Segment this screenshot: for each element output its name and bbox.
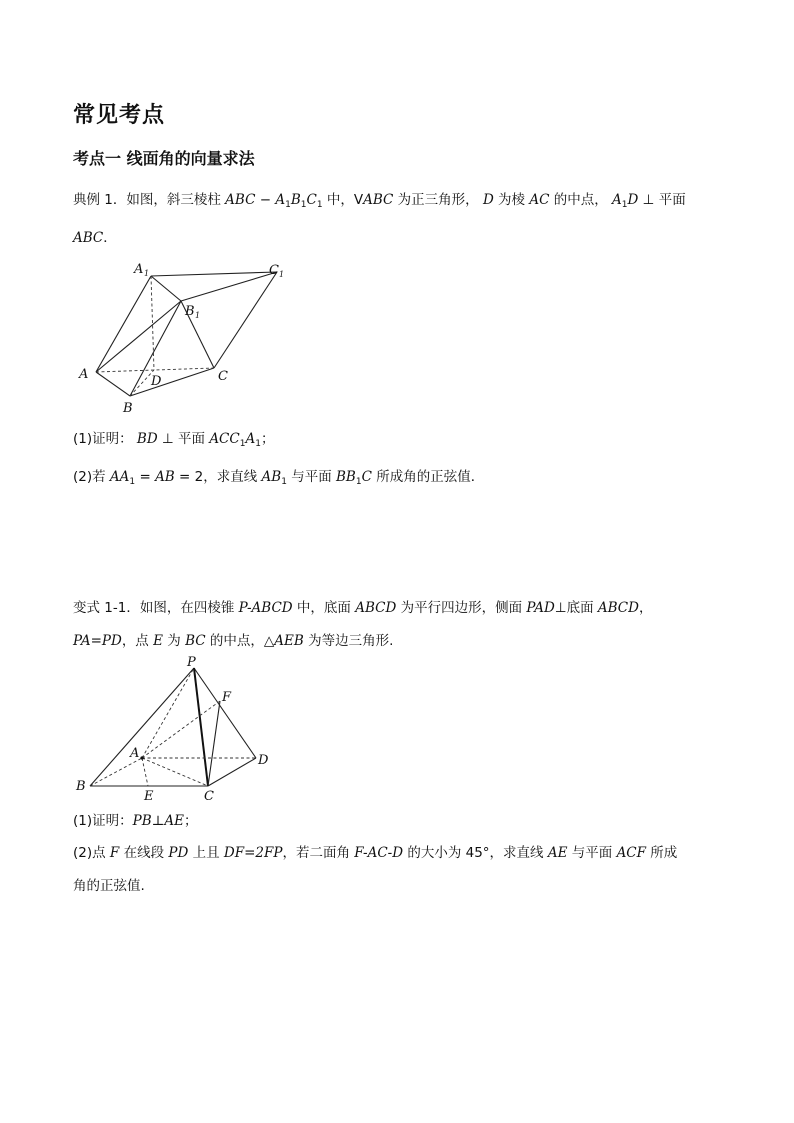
point-a (140, 756, 143, 759)
label-A: A (79, 367, 89, 382)
edge-ab (96, 372, 130, 396)
label-B: B (76, 779, 86, 794)
label-C1: C (269, 263, 279, 278)
edge-ae-hidden (142, 758, 148, 786)
section-title: 常见考点 (73, 103, 166, 128)
label-D: D (258, 753, 269, 768)
label-C: C (218, 369, 228, 384)
variant1-question2-line2: 角的正弦值. (73, 878, 145, 894)
pyramid-figure (70, 655, 280, 805)
edge-b1c1 (181, 272, 277, 301)
variant1-question2-line1: (2)点 F 在线段 PD 上且 DF=2FP，若二面角 F-AC-D 的大小为 45°，求直线 AE 与平面 ACF 所成 (73, 845, 678, 861)
prism-figure (70, 255, 300, 425)
label-P: P (187, 655, 196, 670)
edge-pb (90, 668, 194, 786)
label-F: F (222, 690, 232, 705)
example1-question1: (1)证明： BD ⊥ 平面 $ACC_1A_1$； (73, 431, 275, 449)
variant1-question1: (1)证明：PB⊥AE； (73, 813, 198, 829)
label-D: D (151, 374, 162, 389)
edge-ab1 (96, 301, 181, 372)
edge-ba-hidden (90, 758, 142, 786)
svg-text:1: 1 (279, 270, 285, 279)
topic-title: 考点一 线面角的向量求法 (73, 149, 255, 168)
variant1-statement-line2: PA=PD，点 E 为 BC 的中点，△AEB 为等边三角形. (73, 633, 394, 649)
example1-statement-line1: 典例 1．如图，斜三棱柱 ABC − $A_1B_1C_1$ 中，VABC 为正三角形， D 为棱 AC 的中点， $A_1D$ ⊥ 平面 (73, 192, 686, 210)
example1-question2: (2)若 $AA_1$ = AB = 2，求直线 $AB_1$ 与平面 $BB_1C$ 所成角的正弦值． (73, 469, 485, 487)
label-C: C (204, 789, 214, 804)
label-A: A (130, 746, 140, 761)
label-B: B (123, 401, 133, 416)
edge-a1b1 (151, 276, 181, 301)
edge-cc1 (214, 272, 277, 368)
edge-ac-hidden (142, 758, 208, 786)
edge-af-hidden (142, 701, 220, 758)
edge-a1c1 (151, 272, 277, 276)
label-E: E (144, 789, 154, 804)
svg-text:1: 1 (195, 311, 201, 320)
edge-pa-hidden (142, 668, 194, 758)
label-A1: A (134, 262, 144, 277)
variant1-statement-line1: 变式 1-1．如图，在四棱锥 P-ABCD 中，底面 ABCD 为平行四边形，侧面 PAD⊥底面 ABCD， (73, 600, 653, 616)
edge-aa1 (96, 276, 151, 372)
example1-statement-line2: ABC． (73, 230, 117, 246)
edge-fc (208, 701, 220, 786)
edge-cd (208, 758, 256, 786)
svg-text:1: 1 (144, 269, 150, 278)
edge-ac-hidden (96, 368, 214, 372)
label-B1: B (185, 304, 195, 319)
